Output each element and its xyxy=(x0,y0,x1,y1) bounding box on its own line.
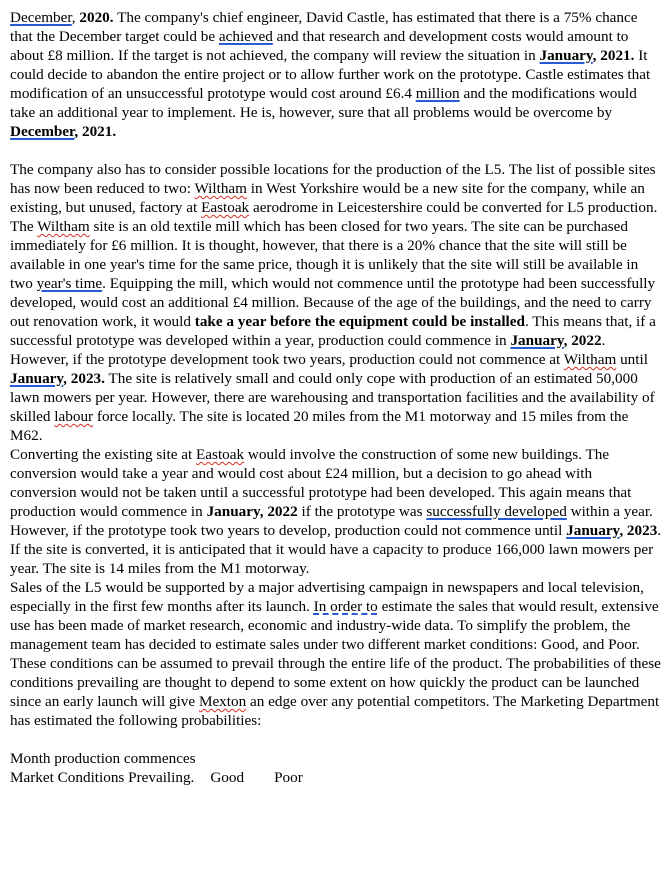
text-run: would involve the construction of some new buildings. The conversion would take a year and would cost about £24 million, but a decision to go ahead with conversion would not be taken until a successful prototype had been developed. This again means that production would commence in xyxy=(10,446,632,520)
text-run: an edge over any potential competitors. The Marketing Department has estimated the following probabilities: xyxy=(10,693,660,729)
text-run: Sales of the L5 would be supported by a major advertising campaign in newspapers and local television, especially in the first few months after its launch. xyxy=(10,579,644,615)
text-run: force locally. The site is located 20 miles from the M1 motorway and 15 miles from the M62. xyxy=(10,408,629,444)
spelling-flag-wiltham: Wiltham xyxy=(194,180,247,197)
text-run: Converting the existing site at xyxy=(10,446,197,463)
text-run: The company also has to consider possible locations for the production of the L5. The list of possible sites has now been reduced to two: xyxy=(10,161,656,197)
column-good: Good xyxy=(210,769,245,786)
text-run: if the prototype was xyxy=(297,503,427,520)
text-run: The site is relatively small and could only cope with production of an estimated 50,000 lawn mowers per year. However, there are warehousing and transportation facilities and the availability of skilled xyxy=(10,370,655,425)
text-run: , xyxy=(71,9,80,26)
bold-year-2023: , 2023. xyxy=(63,370,105,387)
paragraph-spacer xyxy=(10,730,662,749)
paragraph-wiltham-site xyxy=(10,217,662,445)
paragraph-spacer xyxy=(10,141,662,160)
grammar-flag-million: million xyxy=(415,85,460,102)
text-run: and that research and development costs would amount to about £8 million. If the target is not achieved, the company will review the situation in xyxy=(10,28,629,64)
text-run: . If the site is converted, it is anticipated that it would have a capacity to produce 166,000 lawn mowers per year. The site is 14 miles from the M1 motorway. xyxy=(10,522,662,577)
bold-year-2023: , 2023 xyxy=(619,522,658,539)
bold-year-2020: 2020. xyxy=(79,9,114,26)
text-run: in West Yorkshire would be a new site for the company, while an existing, but unused, factory at xyxy=(10,180,645,216)
text-run: , xyxy=(592,47,601,64)
text-run: It could decide to abandon the entire project or to allow further work on the prototype. Castle estimates that modification of an unsuccessful prototype would cost around £6.4 xyxy=(10,47,651,102)
spelling-flag-wiltham: Wiltham xyxy=(563,351,617,368)
bold-equipment-note: take a year before the equipment could be installed xyxy=(194,313,525,330)
grammar-flag-january: January xyxy=(566,522,620,539)
paragraph-locations xyxy=(10,160,662,217)
grammar-flag-december: December xyxy=(10,9,72,26)
text-run: aerodrome in Leicestershire could be converted for L5 production. xyxy=(249,199,658,216)
table-header-month: Month production commences xyxy=(10,750,196,767)
grammar-flag-successfully-developed: successfully developed xyxy=(426,503,567,520)
grammar-flag-january: January xyxy=(510,332,564,349)
text-run: . However, if the prototype development took two years, production could not commence at xyxy=(10,332,606,368)
paragraph-sales xyxy=(10,578,662,730)
paragraph-eastoak-site xyxy=(10,445,662,578)
spelling-flag-eastoak: Eastoak xyxy=(196,446,245,463)
bold-year-2022: , 2022 xyxy=(563,332,602,349)
style-flag-in-order-to: In order to xyxy=(313,598,378,615)
spelling-flag-wiltham: Wiltham xyxy=(37,218,90,235)
text-run: . This means that, if a successful prototype was developed within a year, production could commence in xyxy=(10,313,656,349)
text-run: site is an old textile mill which has been closed for two years. The site can be purchased immediately for £6 million. It is thought, however, that there is a 20% chance that the site will still be available in one year's time for the same price, though it is unlikely that the site will still be available in two xyxy=(10,218,639,292)
grammar-flag-january: January xyxy=(539,47,593,64)
paragraph-project-timeline xyxy=(10,8,662,141)
spelling-flag-labour: labour xyxy=(54,408,94,425)
grammar-flag-achieved: achieved xyxy=(218,28,273,45)
text-run: until xyxy=(616,351,648,368)
text-run: The company's chief engineer, David Castle, has estimated that there is a 75% chance that the December target could be xyxy=(10,9,638,45)
grammar-flag-january: January xyxy=(10,370,64,387)
document-body xyxy=(10,8,662,787)
spelling-flag-mexton: Mexton xyxy=(198,693,247,710)
grammar-flag-december-2021: December xyxy=(10,123,75,140)
text-run: estimate the sales that would result, extensive use has been made of market research, economic and industry-wide data. To simplify the problem, the management team has decided to estimate sales under two different market conditions: Good, and Poor. These conditions can be assumed to prevail through the entire life of the product. The probabilities of these conditions prevailing are thought to depend to some extent on how quickly the product can be launched since an early launch will give xyxy=(10,598,661,710)
bold-year-2021: 2021. xyxy=(600,47,635,64)
column-poor: Poor xyxy=(274,769,303,786)
text-run: and the modifications would take an additional year to implement. He is, however, sure that all problems would be overcome by xyxy=(10,85,637,121)
text-run: . Equipping the mill, which would not commence until the prototype had been successfully developed, would cost an additional £4 million. Because of the age of the buildings, and the need to carry out renovation work, it would xyxy=(10,275,656,330)
grammar-flag-years-time: year's time xyxy=(36,275,103,292)
bold-date-january-2022: January, 2022 xyxy=(206,503,298,520)
conditions-label: Market Conditions Prevailing. xyxy=(10,769,195,786)
spelling-flag-eastoak: Eastoak xyxy=(201,199,250,216)
text-run: The xyxy=(10,218,38,235)
table-header-conditions xyxy=(10,768,662,787)
bold-year-2021-end: , 2021. xyxy=(74,123,117,140)
text-run: within a year. However, if the prototype took two years to develop, production could not commence until xyxy=(10,503,653,539)
